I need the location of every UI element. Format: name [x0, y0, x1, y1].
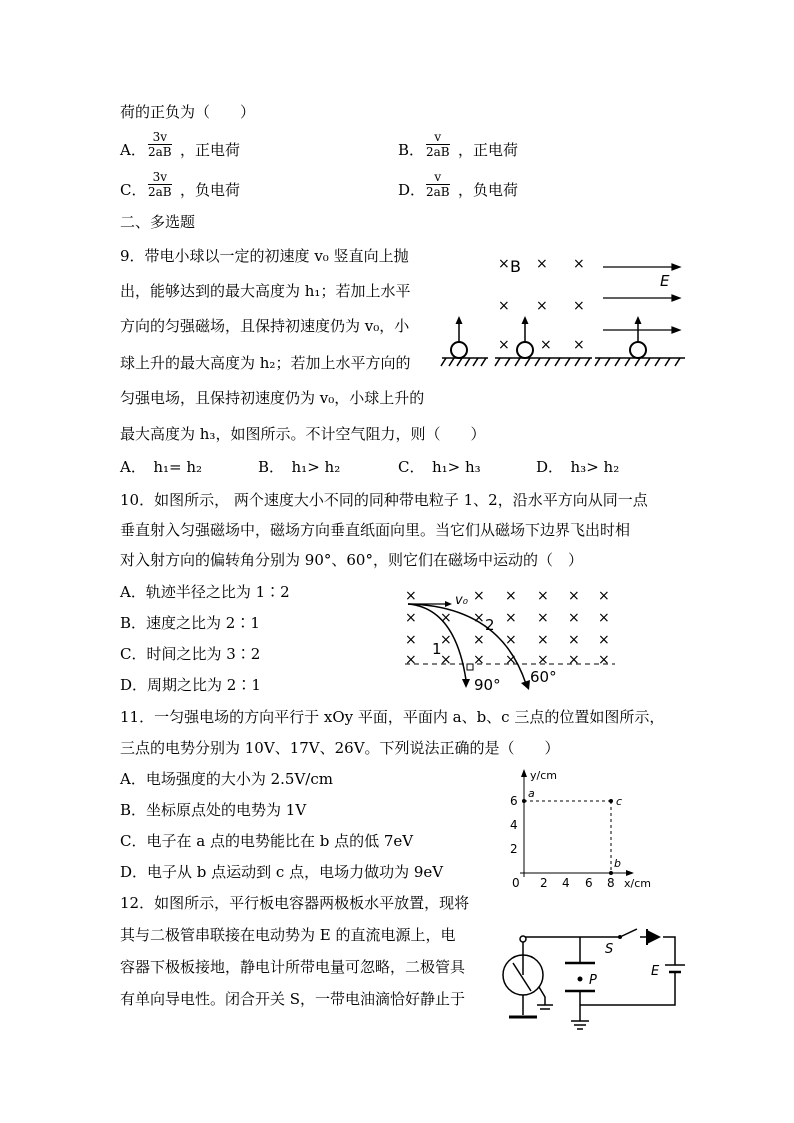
y-tick: 2 — [510, 842, 518, 856]
q11-line-2: 三点的电势分别为 10V、17V、26V。下列说法正确的是（ ） — [120, 739, 560, 757]
cross: × — [598, 588, 610, 604]
cross: × — [505, 632, 517, 648]
q10-v0-label: v₀ — [455, 593, 468, 608]
right-wire — [663, 937, 675, 965]
top-wire — [523, 937, 620, 941]
switch-blade — [620, 929, 637, 937]
q11-line-1: 11．一匀强电场的方向平行于 xOy 平面，平面内 a、b、c 三点的位置如图所示， — [120, 708, 665, 726]
ball-right — [630, 342, 646, 358]
q10-option-d: D．周期之比为 2∶1 — [120, 676, 261, 694]
cross: × — [536, 298, 548, 314]
entry-arrowhead — [445, 601, 452, 607]
q12-figure — [495, 925, 695, 1035]
q8-stem-end: 荷的正负为（ ） — [120, 103, 256, 121]
y-axis-arrow — [521, 769, 527, 777]
q9-option-b: B． h₁> h₂ — [258, 458, 341, 476]
cross: × — [498, 298, 510, 314]
q8-option-a-num: 3v — [148, 130, 172, 145]
cross: × — [505, 610, 517, 626]
q8-option-d-fraction — [426, 170, 450, 199]
q8-option-d-letter: D． — [398, 181, 426, 199]
q11-figure — [500, 765, 660, 890]
cross: × — [568, 632, 580, 648]
q12-p-label: P — [589, 973, 597, 988]
x-axis-label: x/cm — [624, 877, 651, 890]
cross: × — [598, 652, 610, 668]
q9-option-c: C． h₁> h₃ — [398, 458, 481, 476]
cross: × — [405, 652, 417, 668]
cross: × — [568, 610, 580, 626]
cross: × — [440, 610, 452, 626]
q8-option-d-text: ，负电荷 — [458, 181, 519, 199]
q9-line-3: 方向的匀强磁场，且保持初速度仍为 v₀，小 — [120, 317, 410, 335]
q8-option-c-fraction — [148, 170, 172, 199]
q10-angle-60: 60° — [530, 668, 557, 686]
q8-option-b-letter: B． — [398, 141, 425, 159]
q8-option-a-den: 2aB — [148, 145, 172, 159]
x-tick: 4 — [562, 876, 570, 890]
cross: × — [505, 588, 517, 604]
q10-label-1: 1 — [432, 640, 442, 658]
q9-line-5: 匀强电场，且保持初速度仍为 v₀，小球上升的 — [120, 389, 425, 407]
q11-option-c: C．电子在 a 点的电势能比在 b 点的低 7eV — [120, 832, 414, 850]
cross: × — [473, 632, 485, 648]
q8-option-c-den: 2aB — [148, 185, 172, 199]
q9-option-d: D． h₃> h₂ — [536, 458, 620, 476]
switch-node — [618, 935, 622, 939]
q9-b-label: B — [510, 257, 521, 276]
x-tick: 2 — [540, 876, 548, 890]
origin-label: 0 — [512, 876, 520, 890]
cross: × — [598, 610, 610, 626]
q8-option-a-fraction — [148, 130, 172, 159]
q9-line-1: 9．带电小球以一定的初速度 v₀ 竖直向上抛 — [120, 247, 409, 265]
cross: × — [405, 610, 417, 626]
y-tick: 4 — [510, 818, 518, 832]
section-title: 二、多选题 — [120, 213, 196, 231]
y-axis-label: y/cm — [530, 769, 557, 782]
q12-e-label: E — [651, 964, 660, 979]
q12-line-3: 容器下极板接地，静电计所带电量可忽略，二极管具 — [120, 958, 466, 976]
q9-line-2: 出，能够达到的最大高度为 h₁；若加上水平 — [120, 282, 411, 300]
q12-s-label: S — [605, 942, 614, 957]
cross: × — [473, 652, 485, 668]
electrometer-needle — [513, 963, 531, 991]
cross: × — [568, 588, 580, 604]
cross: × — [537, 632, 549, 648]
cross: × — [505, 652, 517, 668]
cross: × — [537, 652, 549, 668]
q8-option-d-num: v — [426, 170, 450, 185]
ground-right — [595, 358, 685, 366]
cross: × — [537, 610, 549, 626]
point-c — [609, 799, 613, 803]
ball-left — [451, 342, 467, 358]
electrometer-case-ground — [539, 987, 545, 1005]
q8-option-d-den: 2aB — [426, 185, 450, 199]
q8-option-c-letter: C． — [120, 181, 147, 199]
q9-line-4: 球上升的最大高度为 h₂；若加上水平方向的 — [120, 354, 411, 372]
oil-drop — [578, 977, 583, 982]
cross: × — [440, 632, 452, 648]
arrowhead-middle — [522, 316, 529, 324]
q11-option-a: A．电场强度的大小为 2.5V/cm — [120, 770, 333, 788]
arrowhead-left — [456, 316, 463, 324]
cross: × — [540, 337, 552, 353]
x-ticks — [540, 876, 615, 890]
q8-option-b-text: ，正电荷 — [458, 141, 519, 159]
cross: × — [598, 632, 610, 648]
cross: × — [405, 588, 417, 604]
q10-option-b: B．速度之比为 2∶1 — [120, 614, 260, 632]
point-a — [522, 799, 526, 803]
q8-option-a-letter: A． — [120, 141, 146, 159]
q8-option-b-fraction — [426, 130, 450, 159]
arrowhead-right — [635, 316, 642, 324]
cross: × — [573, 298, 585, 314]
cross: × — [498, 337, 510, 353]
q8-option-c-text: ，负电荷 — [180, 181, 241, 199]
cross: × — [498, 256, 510, 272]
trajectory-2-arrowhead — [521, 680, 530, 690]
x-axis-arrow — [626, 870, 634, 876]
q12-line-4: 有单向导电性。闭合开关 S，一带电油滴恰好静止于 — [120, 990, 466, 1008]
q12-line-2: 其与二极管串联接在电动势为 E 的直流电源上，电 — [120, 926, 456, 944]
q8-option-b-num: v — [426, 130, 450, 145]
q8-option-a-text: ，正电荷 — [180, 141, 241, 159]
cross: × — [573, 256, 585, 272]
q10-label-2: 2 — [485, 616, 495, 634]
q11-option-b: B．坐标原点处的电势为 1V — [120, 801, 307, 819]
cross: × — [537, 588, 549, 604]
q8-option-c-num: 3v — [148, 170, 172, 185]
x-tick: 6 — [585, 876, 593, 890]
q9-e-label: E — [660, 272, 670, 290]
q8-option-b-den: 2aB — [426, 145, 450, 159]
q12-line-1: 12．如图所示，平行板电容器两极板水平放置，现将 — [120, 894, 470, 912]
x-tick: 8 — [607, 876, 615, 890]
q9-line-6: 最大高度为 h₃，如图所示。不计空气阻力，则（ ） — [120, 425, 486, 443]
cross: × — [473, 588, 485, 604]
ground-left — [441, 358, 488, 366]
label-a: a — [528, 787, 535, 800]
q9-option-a: A． h₁= h₂ — [120, 458, 203, 476]
cross: × — [573, 337, 585, 353]
y-tick: 6 — [510, 794, 518, 808]
cross: × — [440, 652, 452, 668]
ball-middle — [517, 342, 533, 358]
top-node — [520, 936, 526, 942]
q9-figure — [440, 248, 690, 373]
trajectory-1-arrowhead — [462, 679, 470, 688]
q10-option-c: C．时间之比为 3∶2 — [120, 645, 261, 663]
q10-angle-90: 90° — [474, 676, 501, 694]
cross: × — [568, 652, 580, 668]
point-b — [609, 871, 613, 875]
q10-option-a: A．轨迹半径之比为 1∶2 — [120, 583, 290, 601]
q10-line-2: 垂直射入匀强磁场中，磁场方向垂直纸面向里。当它们从磁场下边界飞出时相 — [120, 521, 631, 539]
cross: × — [405, 632, 417, 648]
q11-option-d: D．电子从 b 点运动到 c 点，电场力做功为 9eV — [120, 863, 444, 881]
cross: × — [473, 610, 485, 626]
ground-middle — [495, 358, 592, 366]
q10-line-1: 10．如图所示， 两个速度大小不同的同种带电粒子 1、2，沿水平方向从同一点 — [120, 491, 648, 509]
label-c: c — [616, 795, 623, 808]
q10-line-3: 对入射方向的偏转角分别为 90°、60°，则它们在磁场中运动的（ ） — [120, 551, 583, 569]
y-ticks — [510, 794, 518, 856]
cross: × — [536, 256, 548, 272]
q10-figure — [400, 584, 620, 694]
diode-triangle — [647, 930, 661, 944]
label-b: b — [614, 857, 621, 870]
